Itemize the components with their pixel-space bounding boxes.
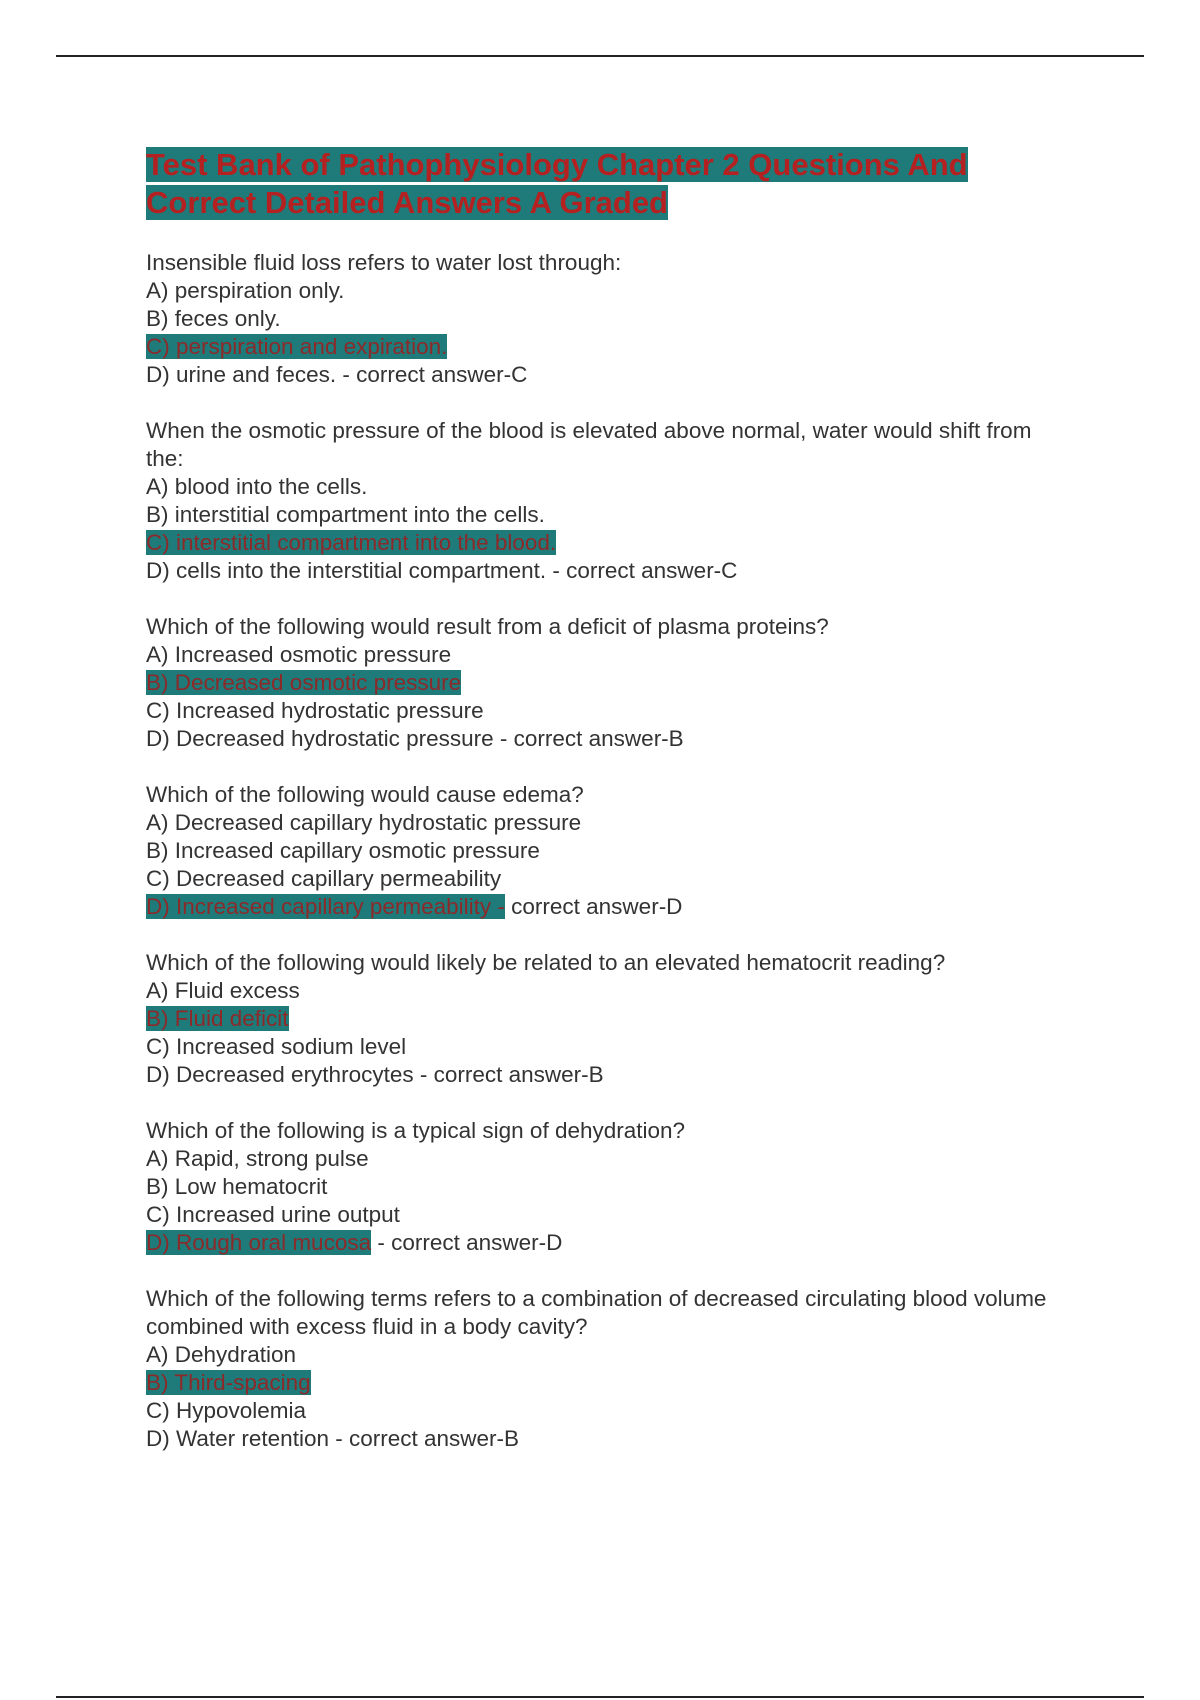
document-body (146, 146, 1066, 1481)
option-c-highlighted: C) perspiration and expiration. (146, 334, 448, 359)
document-title (146, 146, 1066, 222)
option-a: A) Dehydration (146, 1342, 297, 1367)
option-a: A) Decreased capillary hydrostatic pressure (146, 810, 582, 835)
question-stem: Which of the following would result from a deficit of plasma proteins? (146, 614, 829, 639)
option-d-answer: - correct answer-D (371, 1230, 563, 1255)
option-c: C) Increased sodium level (146, 1034, 407, 1059)
option-a: A) Fluid excess (146, 978, 300, 1003)
option-a: A) blood into the cells. (146, 474, 368, 499)
option-b-highlighted: B) Fluid deficit (146, 1006, 289, 1031)
bottom-rule (56, 1696, 1144, 1698)
question-stem: Insensible fluid loss refers to water lost through: (146, 250, 622, 275)
question-4 (146, 781, 1066, 921)
question-5 (146, 949, 1066, 1089)
question-stem: When the osmotic pressure of the blood is elevated above normal, water would shift from the: (146, 418, 1032, 471)
option-a: A) Rapid, strong pulse (146, 1146, 369, 1171)
option-b: B) interstitial compartment into the cells. (146, 502, 545, 527)
option-b-highlighted: B) Third-spacing (146, 1370, 311, 1395)
option-c: C) Increased urine output (146, 1202, 400, 1227)
title-line-1: Test Bank of Pathophysiology Chapter 2 Questions And (146, 147, 968, 182)
option-d-highlighted: D) Rough oral mucosa (146, 1230, 372, 1255)
option-d-highlighted: D) Increased capillary permeability - (146, 894, 505, 919)
option-d: D) urine and feces. - correct answer-C (146, 362, 528, 387)
option-d: D) cells into the interstitial compartment. - correct answer-C (146, 558, 738, 583)
question-7 (146, 1285, 1066, 1453)
option-a: A) Increased osmotic pressure (146, 642, 452, 667)
option-b: B) feces only. (146, 306, 281, 331)
top-rule (56, 55, 1144, 57)
question-6 (146, 1117, 1066, 1257)
question-3 (146, 613, 1066, 753)
option-d-answer: correct answer-D (504, 894, 683, 919)
question-stem: Which of the following is a typical sign of dehydration? (146, 1118, 686, 1143)
question-2 (146, 417, 1066, 585)
option-d: D) Water retention - correct answer-B (146, 1426, 520, 1451)
option-c: C) Increased hydrostatic pressure (146, 698, 484, 723)
option-d: D) Decreased erythrocytes - correct answer-B (146, 1062, 604, 1087)
question-stem: Which of the following would cause edema? (146, 782, 584, 807)
option-c: C) Hypovolemia (146, 1398, 307, 1423)
question-stem: Which of the following terms refers to a combination of decreased circulating blood volume combined with excess fluid in a body cavity? (146, 1286, 1047, 1339)
option-a: A) perspiration only. (146, 278, 345, 303)
option-c-highlighted: C) interstitial compartment into the blood. (146, 530, 557, 555)
option-d: D) Decreased hydrostatic pressure - correct answer-B (146, 726, 684, 751)
option-b-highlighted: B) Decreased osmotic pressure (146, 670, 462, 695)
option-c: C) Decreased capillary permeability (146, 866, 502, 891)
option-b: B) Low hematocrit (146, 1174, 328, 1199)
question-1 (146, 249, 1066, 389)
option-b: B) Increased capillary osmotic pressure (146, 838, 540, 863)
question-stem: Which of the following would likely be related to an elevated hematocrit reading? (146, 950, 946, 975)
title-line-2: Correct Detailed Answers A Graded (146, 185, 668, 220)
